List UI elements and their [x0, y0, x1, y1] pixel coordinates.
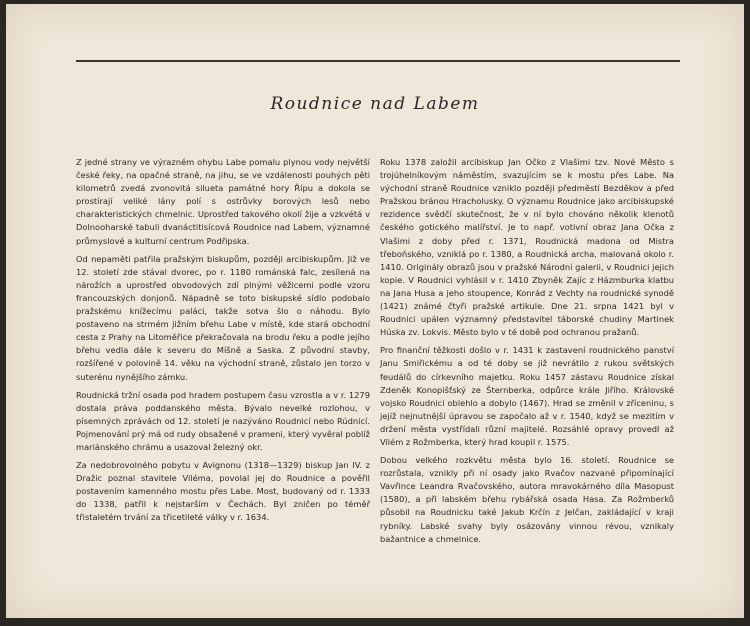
paragraph: Za nedobrovolného pobytu v Avignonu (1318—1329) biskup Jan IV. z Dražic poznal stavitele Viléma, povolal jej do Roudnice a pověřil postavením kamenného mostu přes Labe. Most, budovaný od r. 1333 do 1338, patřil k nejstarším v Čechách. Byl zničen po téměř třistaletém trvání za třicetileté války v r. 1634. — [76, 460, 370, 523]
paragraph: Roudnická tržní osada pod hradem postupem času vzrostla a v r. 1279 dostala práva poddanského města. Bývalo nevelké rozlohou, v písemných zprávách od 12. století je nazýváno Roudnicí nebo Rúdnicí. Pojmenování prý má od rudy obsažené v prameni, který vyvěral poblíž mariánského chrámu a usazoval železný okr. — [76, 389, 370, 452]
paragraph: Roku 1378 založil arcibiskup Jan Očko z Vlašimi tzv. Nové Město s trojúhelníkovým náměstím, svazujícím se k mostu přes Labe. Na východní straně Roudnice vzniklo později předměstí Bezděkov a před Pražskou bránou Hracholusky. O významu Roudnice jako arcibiskupské rezidence svědčí skutečnost, že v ní bylo chováno několik klenotů českého gotického malířství. Je to např. votivní obraz Jana Očka z Vlašimi z doby před r. 1371, Roudnická madona od Mistra třeboňského, vzniklá po r. 1380, a Roudnická archa, malovaná okolo r. 1410. Originály obrazů jsou v pražské Národní galerii, v Roudnici jejich kopie. V Roudnici vyhlásil v r. 1410 Zbyněk Zajíc z Házmburka klatbu na Jana Husa a jeho stoupence, Konrád z Vechty na roudnické synodě (1421) známé čtyři pražské artikule. Dne 21. srpna 1421 byl v Roudnici upálen významný představitel táborské chudiny Martinek Húska zv. Lokvis. Město bylo v té době pod ochranou pražanů. — [380, 157, 674, 338]
paragraph: Dobou velkého rozkvětu města bylo 16. století. Roudnice se rozrůstala, vznikly při ní osady jako Rvačov nazvané připomínající Vavřince Leandra Rvačovského, autora mravokárného díla Masopust (1580), a při labském břehu rybářská osada Hasa. Za Rožmberků působil na Roudnicku také Jakub Krčín z Jelčan, zakládající v kraji rybníky. Labské svahy byly osázovány vinnou révou, vznikaly bažantnice a chmelnice. — [380, 455, 674, 544]
top-rule — [76, 60, 680, 62]
right-column — [380, 156, 674, 551]
left-column — [76, 156, 370, 530]
paragraph: Od nepaměti patřila pražským biskupům, později arcibiskupům. Již ve 12. století zde stával dvorec, po r. 1180 románská falc, zesílená na nárožích a uprostřed obvodových zdí plnými věžicemi podle vzoru francouzských donjonů. Nápadně se toto biskupské sídlo podobalo pražskému knížecímu paláci, takže sotva šlo o náhodu. Bylo postaveno na strmém jižním břehu Labe v místě, kde stará obchodní cesta z Prahy na Litoměřice překračovala na brodu řeku a podle jejího břehu vedla dále k severu do Míšně a Saska. Z původní stavby, rozšířené v polovině 14. věku na východní straně, zůstalo jen torzo v suterénu nynějšího zámku. — [76, 253, 370, 382]
paragraph: Pro finanční těžkosti došlo v r. 1431 k zastavení roudnického panství Janu Smiřickému a od té doby se již nevrátilo z rukou světských feudálů do církevního majetku. Roku 1457 zástavu Roudnice získal Zdeněk Konopišťský ze Šternberka, odpůrce krále Jiřího. Královské vojsko Roudnici oblehlo a dobylo (1467). Hrad se změnil v zříceninu, s jejíž nejnutnější úpravou se započalo až v r. 1540, když se mezitím v držení města vystřídali různí majitelé. Rozsáhlé opravy provedl až Vilém z Rožmberka, který hrad koupil r. 1575. — [380, 345, 674, 447]
paragraph: Z jedné strany ve výrazném ohybu Labe pomalu plynou vody největší české řeky, na opačné straně, na jihu, se ve vzdálenosti pouhých pěti kilometrů zvedá zvonovitá silueta památné hory Řípu a dokola se prostírají veliké lány polí s ostrůvky borových lesů nebo charakteristických chmelnic. Uprostřed takového okolí žije a vzkvétá v Dolnooharské tabuli dvanáctitisícová Roudnice nad Labem, významné průmyslové a kulturní centrum Podřipska. — [76, 157, 370, 246]
page-title: Roudnice nad Labem — [270, 94, 480, 114]
page-sheet — [6, 4, 744, 618]
